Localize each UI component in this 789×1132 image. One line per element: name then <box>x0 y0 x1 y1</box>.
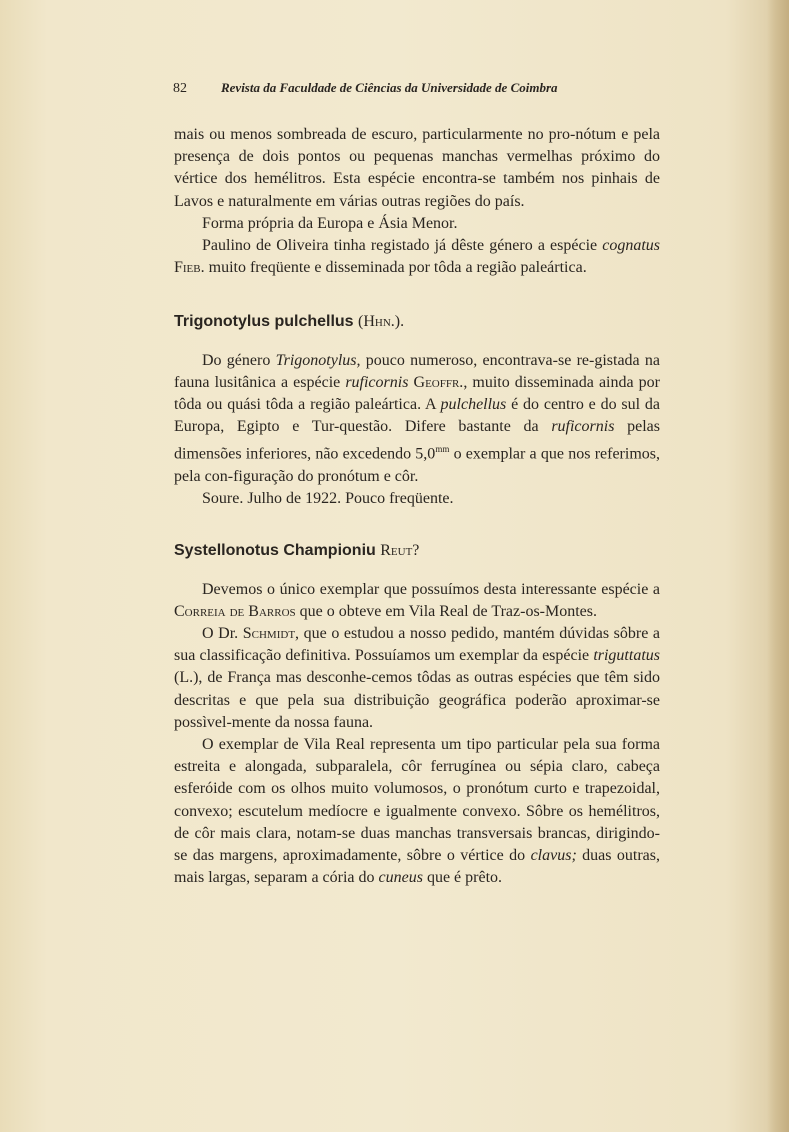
page-number: 82 <box>173 81 187 96</box>
text-run: O Dr. <box>202 624 243 642</box>
section-heading-trigonotylus <box>174 311 660 333</box>
text-run: duas outras, mais largas, separam a cória do <box>174 847 660 887</box>
text-run: pouco numeroso, encontrava-se re-gistada na fauna lusitânica a espécie <box>174 351 661 391</box>
body-text <box>174 124 660 889</box>
term-italic: cuneus <box>378 869 423 887</box>
text-run: muito freqüente e disseminada por tôda a região paleártica. <box>204 259 587 277</box>
term-italic: clavus; <box>530 847 577 865</box>
heading-species: Trigonotylus pulchellus <box>174 313 354 331</box>
paragraph-4 <box>174 350 660 489</box>
section-heading-systellonotus <box>174 540 660 562</box>
paragraph-2: Forma própria da Europa e Ásia Menor. <box>202 214 458 232</box>
text-run: O exemplar de Vila Real representa um tipo particular pela sua forma estreita e alongada, subparalela, côr ferrugínea ou sépia claro, cabeça esferóide com os olhos muito volumosos, o pronótum curto e trapezoidal, convexo; escutelum medíocre e igualmente convexo. Sôbre os hemélitros, de côr mais clara, notam-se duas manchas transversais brancas, dirigindo-se das margens, aproximadamente, sôbre o vértice do <box>174 736 660 865</box>
text-run: pelas dimensões inferiores, não excedendo 5,0 <box>174 418 661 463</box>
species-name: triguttatus <box>593 647 660 665</box>
text-run: , muito disseminada ainda por tôda ou quási tôda a região paleártica. A <box>174 373 661 414</box>
text-run: é do centro e do sul da Europa, Egipto e Tur-questão. Difere bastante da <box>174 396 661 436</box>
person-name: Correia de Barros <box>174 602 296 620</box>
genus-name: Trigonotylus, <box>275 351 361 369</box>
running-header <box>173 80 633 97</box>
text-run: Devemos o único exemplar que possuímos desta interessante espécie a <box>202 580 660 598</box>
paragraph-7 <box>174 623 660 734</box>
text-run: (L.), de França mas desconhe-cemos tôdas as outras espécies que têm sido descritas e que pela sua distribuição geográfica poderão aproximar-se possìvel-mente da nossa fauna. <box>174 669 660 731</box>
paragraph-1: mais ou menos sombreada de escuro, particularmente no pro-nótum e pela presença de dois pontos ou pequenas manchas vermelhas próximo do vértice dos hemélitros. Esta espécie encontra-se também nos pinhais de Lavos e naturalmente em várias outras regiões do país. <box>174 126 660 210</box>
text-run: o exemplar a que nos referimos, pela con-figuração do pronótum e côr. <box>174 445 661 485</box>
heading-author: (Hhn.). <box>358 313 405 331</box>
paragraph-3 <box>174 235 660 279</box>
author-abbrev: Fieb. <box>174 259 205 277</box>
text-run: que é prêto. <box>422 869 503 887</box>
heading-species: Systellonotus Championiu <box>174 542 376 560</box>
species-name: ruficornis <box>345 373 409 391</box>
heading-author: Reut? <box>380 542 420 560</box>
page-edge <box>767 0 789 1132</box>
journal-title: Revista da Faculdade de Ciências da Universidade de Coimbra <box>220 80 558 95</box>
species-name: cognatus <box>602 237 660 255</box>
unit-superscript: mm <box>435 444 450 455</box>
author-abbrev: Geoffr. <box>413 373 464 391</box>
text-run: Do género <box>202 351 276 369</box>
paragraph-8 <box>174 734 660 889</box>
text-run: Paulino de Oliveira tinha registado já dêste género a espécie <box>202 237 603 255</box>
species-name: ruficornis <box>551 418 615 436</box>
text-run: , que o estudou a nosso pedido, mantém dúvidas sôbre a sua classificação definitiva. Possuíamos um exemplar da espécie <box>174 624 661 665</box>
paragraph-6 <box>174 579 660 623</box>
person-name: Schmidt <box>242 624 296 642</box>
species-name: pulchellus <box>440 396 507 414</box>
text-run: que o obteve em Vila Real de Traz-os-Montes. <box>295 602 597 620</box>
paragraph-5: Soure. Julho de 1922. Pouco freqüente. <box>202 490 454 508</box>
